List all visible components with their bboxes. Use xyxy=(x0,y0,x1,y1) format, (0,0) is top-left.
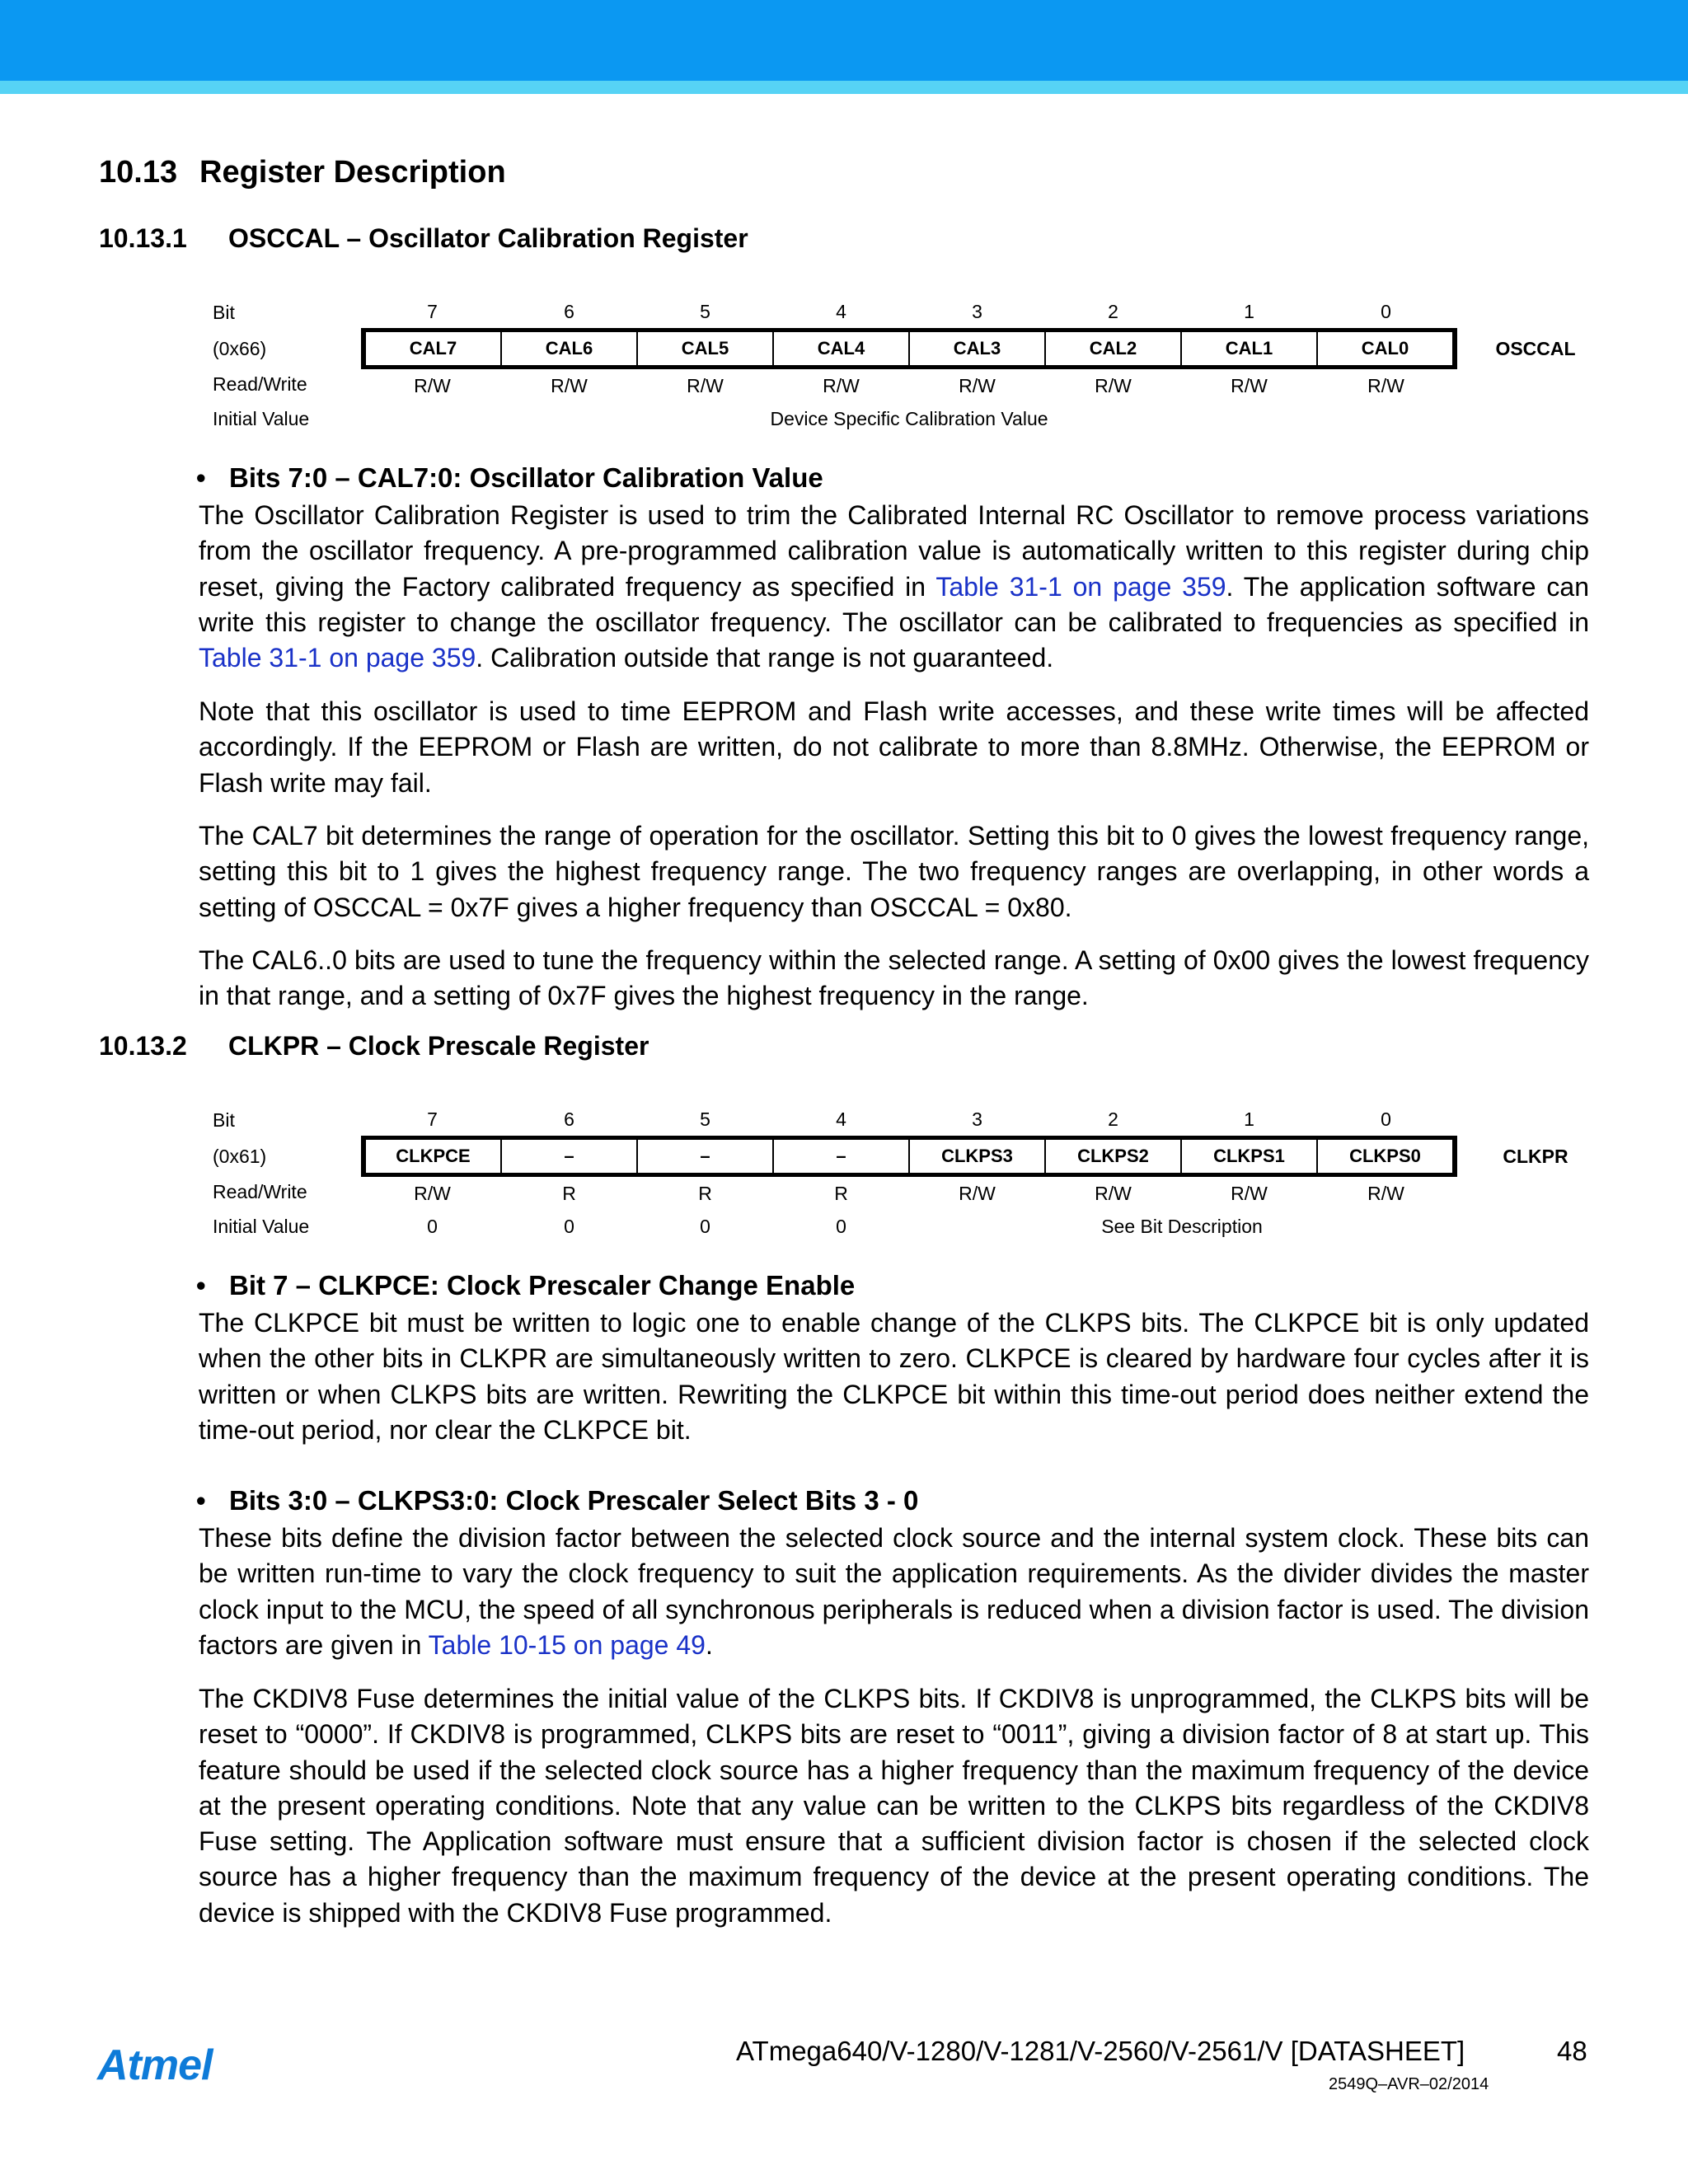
register-name: CLKPR xyxy=(1503,1145,1568,1167)
initial-cell: 0 xyxy=(836,1215,846,1237)
osccal-bullet: • Bits 7:0 – CAL7:0: Oscillator Calibration Value xyxy=(196,462,823,493)
initial-row-label: Initial Value xyxy=(213,1215,310,1237)
bit-row-label: Bit xyxy=(213,1108,235,1131)
bit-name-cell: CAL1 xyxy=(1181,330,1317,368)
page-number: 48 xyxy=(1557,2036,1587,2066)
osccal-paragraph-4: The CAL6..0 bits are used to tune the frequency within the selected range. A setting of 0x00 gives the lowest frequency in that range, and a setting of 0x7F gives the highest frequency in the range. xyxy=(199,945,1589,1011)
section-number: 10.13 xyxy=(99,155,178,190)
bit-name-cell: CAL5 xyxy=(637,330,773,368)
clkps-p1-text: These bits define the division factor between the selected clock source and the internal system clock. These bits can be written run-time to vary the clock frequency to suit the application requirements. As the divider divides the master clock input to the MCU, the speed of all synchronous peripherals is reduced when a division factor is used. The division factors are given in xyxy=(199,1523,1589,1660)
clkps-bullet: • Bits 3:0 – CLKPS3:0: Clock Prescaler Select Bits 3 - 0 xyxy=(196,1485,919,1516)
bit-name-cell: – xyxy=(501,1138,637,1175)
bit-number: 6 xyxy=(564,300,574,322)
osccal-number: 10.13.1 xyxy=(99,223,187,253)
initial-cell: 0 xyxy=(427,1215,438,1237)
clkpce-paragraph: The CLKPCE bit must be written to logic one to enable change of the CLKPS bits. The CLKPCE bit is only updated when the other bits in CLKPR are simultaneously written to zero. CLKPCE is cleared by hardware four cycles after it is written or when CLKPS bits are written. Rewriting the CLKPCE bit within this time-out period does neither extend the time-out period, nor clear the CLKPCE bit. xyxy=(199,1308,1589,1445)
access-cell: R/W xyxy=(551,374,588,396)
bit-name-cell: CAL2 xyxy=(1045,330,1181,368)
bit-number: 7 xyxy=(427,300,438,322)
bit-number: 3 xyxy=(972,1108,982,1130)
bit-number: 5 xyxy=(700,1108,710,1130)
osccal-heading xyxy=(99,223,748,254)
access-cell: R/W xyxy=(1231,374,1268,396)
document-id: 2549Q–AVR–02/2014 xyxy=(1329,2075,1489,2093)
bit-row-label: Bit xyxy=(213,301,235,323)
access-cell: R/W xyxy=(687,374,724,396)
bit-number: 1 xyxy=(1244,300,1254,322)
bit-number: 3 xyxy=(972,300,982,322)
osccal-bullet-text: Bits 7:0 – CAL7:0: Oscillator Calibration Value xyxy=(229,462,823,493)
initial-cell: 0 xyxy=(700,1215,710,1237)
clkps-p1-text: . xyxy=(705,1629,713,1660)
initial-cell: 0 xyxy=(564,1215,574,1237)
osccal-register-table xyxy=(213,295,1614,435)
clkpr-number: 10.13.2 xyxy=(99,1031,187,1061)
access-cell: R/W xyxy=(414,374,451,396)
initial-value: Device Specific Calibration Value xyxy=(770,407,1048,429)
access-cell: R/W xyxy=(1367,374,1404,396)
rw-row-label: Read/Write xyxy=(213,373,307,396)
bit-number: 0 xyxy=(1381,300,1391,322)
osccal-p1-text: The Oscillator Calibration Register is used to trim the Calibrated Internal RC Oscillator to remove process variations from the oscillator frequency. A pre-programmed calibration value is automatically written to this register during chip reset, giving the Factory calibrated frequency as specified in xyxy=(199,500,1589,602)
osccal-p1-text: . Calibration outside that range is not guaranteed. xyxy=(476,643,1054,673)
clkpce-bullet: • Bit 7 – CLKPCE: Clock Prescaler Change Enable xyxy=(196,1270,856,1301)
bit-number: 2 xyxy=(1108,1108,1118,1130)
atmel-logo: Atmel xyxy=(97,2041,213,2089)
access-cell: R/W xyxy=(414,1182,451,1204)
bit-name-cell: – xyxy=(637,1138,773,1175)
register-name: OSCCAL xyxy=(1495,337,1576,359)
bit-name-cell: CAL7 xyxy=(363,330,501,368)
bit-name-cell: CLKPS1 xyxy=(1181,1138,1317,1175)
access-cell: R/W xyxy=(1231,1182,1268,1204)
clkps-paragraph-1 xyxy=(199,1521,1589,1663)
header-banner-stripe xyxy=(0,81,1688,94)
clkpr-register-table xyxy=(213,1103,1614,1243)
table-10-15-link[interactable]: Table 10-15 on page 49 xyxy=(428,1629,706,1660)
initial-rest: See Bit Description xyxy=(1101,1215,1263,1237)
osccal-p1-text: . The application software can write this register to change the oscillator frequency. The oscillator can be calibrated to frequencies as specified in xyxy=(199,571,1590,637)
access-cell: R xyxy=(562,1182,576,1204)
bit-number: 0 xyxy=(1381,1108,1391,1130)
access-cell: R xyxy=(834,1182,848,1204)
osccal-paragraph-3: The CAL7 bit determines the range of operation for the oscillator. Setting this bit to 0 gives the lowest frequency range, setting this bit to 1 gives the highest frequency range. The two frequency ranges are overlapping, in other words a setting of OSCCAL = 0x7F gives a higher frequency than OSCCAL = 0x80. xyxy=(199,821,1589,922)
clkpr-heading xyxy=(99,1031,649,1062)
bit-name-cell: CLKPS3 xyxy=(909,1138,1045,1175)
access-cell: R/W xyxy=(959,374,996,396)
access-cell: R/W xyxy=(959,1182,996,1204)
bit-name-cell: CAL4 xyxy=(773,330,909,368)
clkps-bullet-text: Bits 3:0 – CLKPS3:0: Clock Prescaler Select Bits 3 - 0 xyxy=(229,1485,919,1516)
access-cell: R xyxy=(698,1182,712,1204)
section-heading xyxy=(99,155,506,190)
initial-row-label: Initial Value xyxy=(213,407,310,429)
clkpr-title: CLKPR – Clock Prescale Register xyxy=(228,1031,649,1061)
osccal-paragraph-2: Note that this oscillator is used to time EEPROM and Flash write accesses, and these write times will be affected accordingly. If the EEPROM or Flash are written, do not calibrate to more than 8.8MHz. Otherwise, the EEPROM or Flash write may fail. xyxy=(199,696,1589,798)
bit-name-cell: CAL3 xyxy=(909,330,1045,368)
address-label: (0x61) xyxy=(213,1145,267,1167)
access-cell: R/W xyxy=(823,374,860,396)
bit-number: 6 xyxy=(564,1108,574,1130)
bit-number: 5 xyxy=(700,300,710,322)
bit-name-cell: CLKPS2 xyxy=(1045,1138,1181,1175)
footer-title: ATmega640/V-1280/V-1281/V-2560/V-2561/V [DATASHEET] xyxy=(736,2036,1465,2066)
bit-name-cell: – xyxy=(773,1138,909,1175)
table-31-1-link[interactable]: Table 31-1 on page 359 xyxy=(935,571,1226,602)
clkpce-bullet-text: Bit 7 – CLKPCE: Clock Prescaler Change Enable xyxy=(229,1270,856,1301)
access-cell: R/W xyxy=(1095,1182,1132,1204)
address-label: (0x66) xyxy=(213,337,267,359)
osccal-title: OSCCAL – Oscillator Calibration Register xyxy=(228,223,748,253)
bit-number: 4 xyxy=(836,1108,846,1130)
bit-name-cell: CLKPCE xyxy=(363,1138,501,1175)
access-cell: R/W xyxy=(1367,1182,1404,1204)
clkps-paragraph-2: The CKDIV8 Fuse determines the initial value of the CLKPS bits. If CKDIV8 is unprogrammed, the CLKPS bits will be reset to “0000”. If CKDIV8 is programmed, CLKPS bits are reset to “0011”, giving a division factor of 8 at start up. This feature should be used if the selected clock source has a higher frequency than the maximum frequency of the device at the present operating conditions. Note that any value can be written to the CLKPS bits regardless of the CKDIV8 Fuse setting. The Application software must ensure that a sufficient division factor is chosen if the selected clock source has a higher frequency than the maximum frequency of the device at the present operating conditions. The device is shipped with the CKDIV8 Fuse programmed. xyxy=(199,1684,1589,1928)
bit-name-cell: CAL6 xyxy=(501,330,637,368)
bit-name-cell: CAL0 xyxy=(1317,330,1455,368)
section-title: Register Description xyxy=(199,155,506,190)
bit-number: 7 xyxy=(427,1108,438,1130)
bit-number: 1 xyxy=(1244,1108,1254,1130)
access-cell: R/W xyxy=(1095,374,1132,396)
header-banner xyxy=(0,0,1688,81)
bit-name-cell: CLKPS0 xyxy=(1317,1138,1455,1175)
table-31-1-link[interactable]: Table 31-1 on page 359 xyxy=(199,643,476,673)
bit-number: 2 xyxy=(1108,300,1118,322)
bit-number: 4 xyxy=(836,300,846,322)
osccal-paragraph-1 xyxy=(199,498,1589,676)
rw-row-label: Read/Write xyxy=(213,1181,307,1203)
